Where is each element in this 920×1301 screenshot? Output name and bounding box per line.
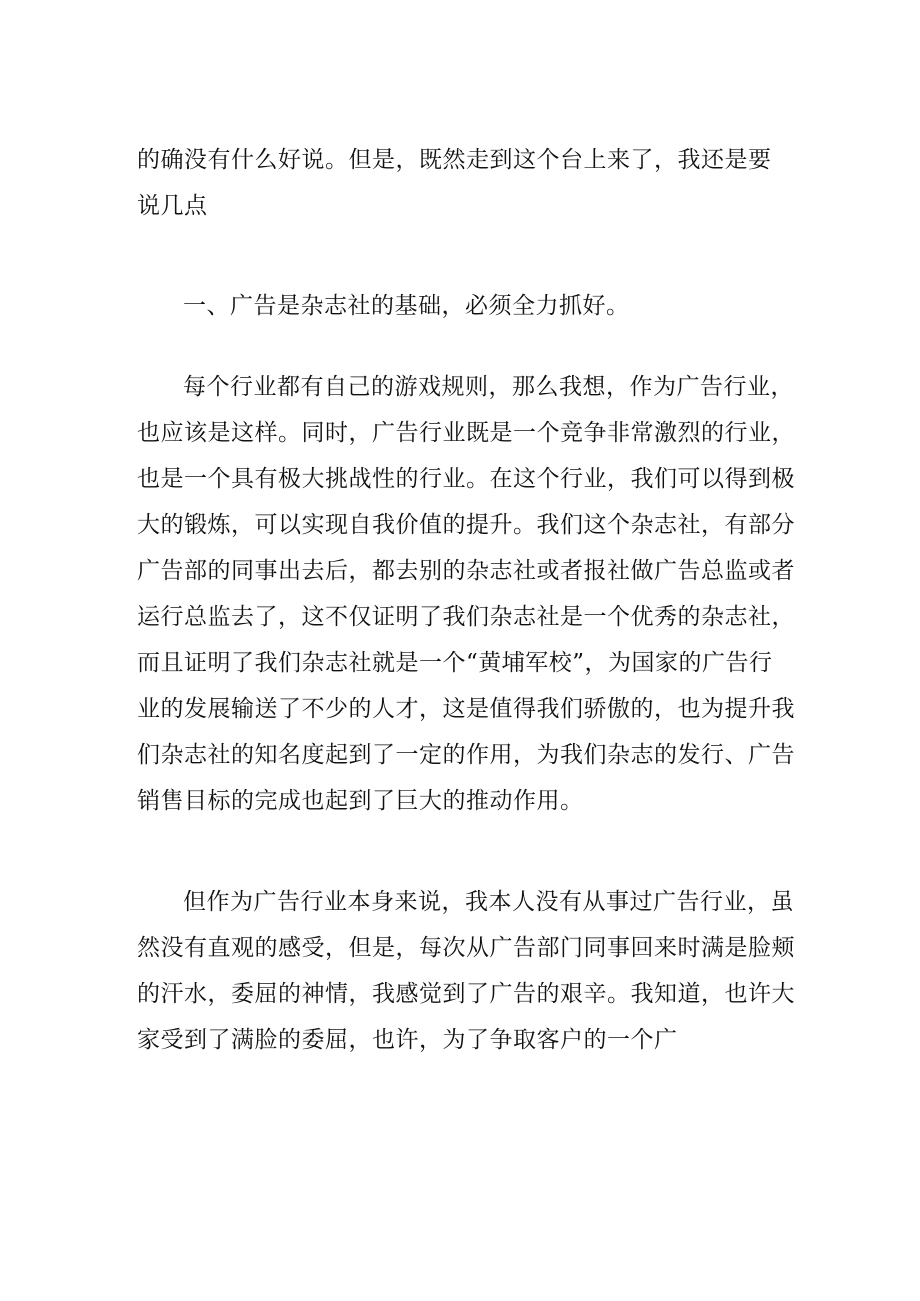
paragraph-line: 业的发展输送了不少的人才，这是值得我们骄傲的，也为提升我 xyxy=(137,696,795,722)
paragraph-rules-of-advertising xyxy=(137,364,795,824)
paragraph-line: 也是一个具有极大挑战性的行业。在这个行业，我们可以得到极 xyxy=(137,466,795,492)
paragraph-line: 的汗水，委屈的神情，我感觉到了广告的艰辛。我知道，也许大 xyxy=(137,981,795,1007)
paragraph-line: 说几点 xyxy=(137,193,208,219)
paragraph-line: 销售目标的完成也起到了巨大的推动作用。 xyxy=(137,788,584,814)
section-heading xyxy=(137,283,787,329)
paragraph-line: 但作为广告行业本身来说，我本人没有从事过广告行业，虽 xyxy=(183,889,794,915)
paragraph-line: 也应该是这样。同时，广告行业既是一个竞争非常激烈的行业， xyxy=(137,420,795,446)
paragraph-line: 运行总监去了，这不仅证明了我们杂志社是一个优秀的杂志社， xyxy=(137,604,795,630)
heading-text: 一、广告是杂志社的基础，必须全力抓好。 xyxy=(183,293,630,319)
paragraph-line: 大的锻炼，可以实现自我价值的提升。我们这个杂志社，有部分 xyxy=(137,512,795,538)
paragraph-line: 而且证明了我们杂志社就是一个“黄埔军校”，为国家的广告行 xyxy=(137,650,773,676)
paragraph-advertising-hardship xyxy=(137,879,795,1063)
paragraph-line: 广告部的同事出去后，都去别的杂志社或者报社做广告总监或者 xyxy=(137,558,795,584)
paragraph-line: 的确没有什么好说。但是，既然走到这个台上来了，我还是要 xyxy=(137,147,772,173)
paragraph-line: 然没有直观的感受，但是，每次从广告部门同事回来时满是脸颊 xyxy=(137,935,795,961)
paragraph-line: 每个行业都有自己的游戏规则，那么我想，作为广告行业， xyxy=(183,374,794,400)
paragraph-line: 家受到了满脸的委屈，也许，为了争取客户的一个广 xyxy=(137,1027,678,1053)
paragraph-continuation xyxy=(137,137,787,229)
paragraph-line: 们杂志社的知名度起到了一定的作用，为我们杂志的发行、广告 xyxy=(137,742,795,768)
